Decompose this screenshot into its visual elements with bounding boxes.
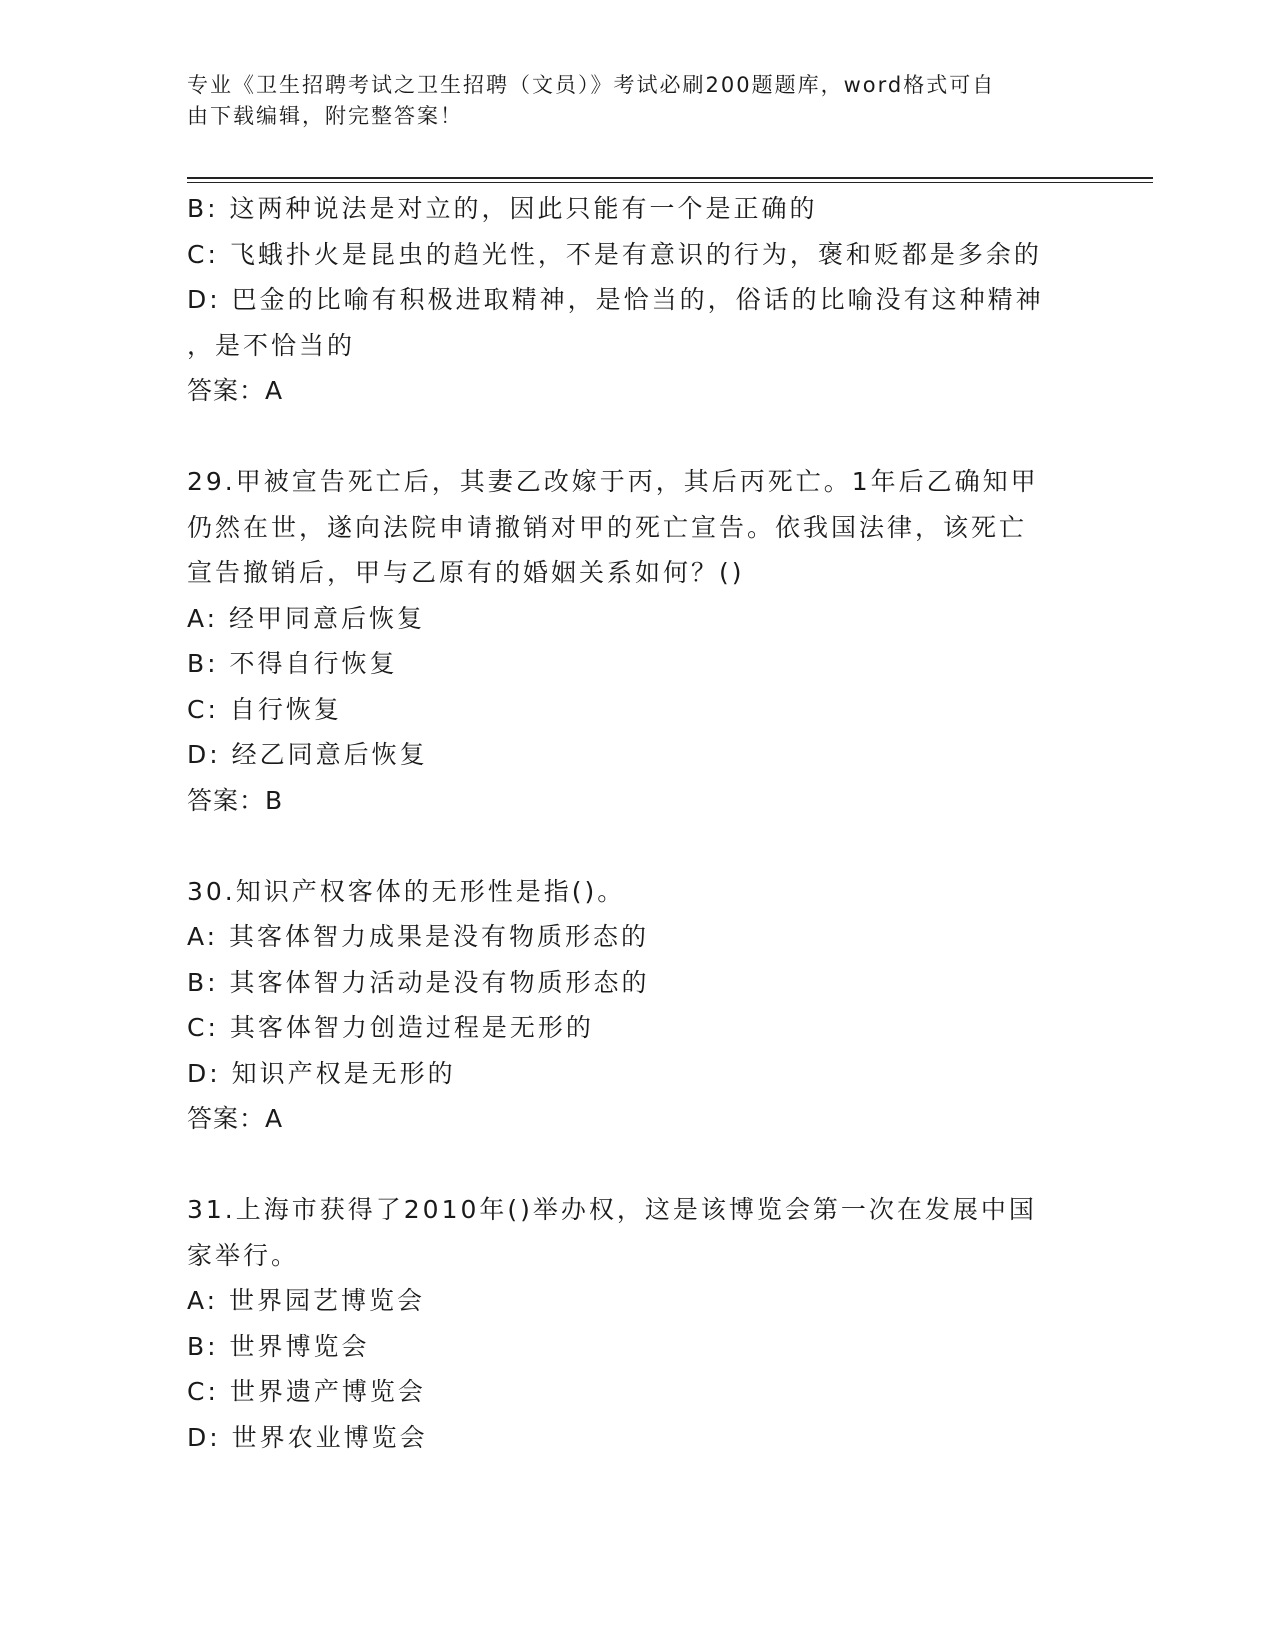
question-list: [187, 186, 1087, 1460]
option-c: C: 其客体智力创造过程是无形的: [187, 1013, 594, 1042]
option-b: B: 世界博览会: [187, 1331, 370, 1361]
option-b: B: 这两种说法是对立的，因此只能有一个是正确的: [187, 194, 818, 223]
question-stem-line: 宣告撤销后，甲与乙原有的婚姻关系如何？(): [187, 558, 745, 587]
answer: 答案：B: [187, 785, 284, 815]
option-c: C: 世界遗产博览会: [187, 1377, 426, 1406]
question-stem-line: 31.上海市获得了2010年()举办权，这是该博览会第一次在发展中国: [187, 1195, 1037, 1224]
option-d: D: 巴金的比喻有积极进取精神，是恰当的，俗话的比喻没有这种精神: [187, 285, 1044, 314]
option-d: D: 经乙同意后恢复: [187, 740, 428, 769]
header-divider-thick: [187, 177, 1153, 179]
option-a: A: 经甲同意后恢复: [187, 603, 426, 633]
question-31: [187, 1187, 1087, 1460]
option-a: A: 其客体智力成果是没有物质形态的: [187, 922, 650, 951]
option-b: B: 不得自行恢复: [187, 649, 398, 678]
option-d-continued: ，是不恰当的: [187, 330, 356, 360]
option-b: B: 其客体智力活动是没有物质形态的: [187, 967, 650, 997]
question-stem-line: 仍然在世，遂向法院申请撤销对甲的死亡宣告。依我国法律，该死亡: [187, 512, 1028, 542]
header-divider-thin: [187, 182, 1153, 183]
question-30: [187, 869, 1087, 1142]
option-d: D: 世界农业博览会: [187, 1422, 428, 1452]
question-28-continued: [187, 186, 1087, 414]
option-c: C: 自行恢复: [187, 694, 342, 724]
document-header: [187, 70, 1067, 132]
question-stem-line: 29.甲被宣告死亡后，其妻乙改嫁于丙，其后丙死亡。1年后乙确知甲: [187, 467, 1039, 496]
option-c: C: 飞蛾扑火是昆虫的趋光性，不是有意识的行为，褒和贬都是多余的: [187, 239, 1042, 269]
question-29: [187, 459, 1087, 823]
answer: 答案：A: [187, 376, 284, 405]
header-line-2: 由下载编辑，附完整答案！: [187, 104, 463, 128]
question-stem-line: 30.知识产权客体的无形性是指()。: [187, 876, 626, 906]
question-stem-line: 家举行。: [187, 1240, 300, 1270]
option-a: A: 世界园艺博览会: [187, 1286, 426, 1315]
option-d: D: 知识产权是无形的: [187, 1058, 456, 1088]
answer: 答案：A: [187, 1104, 284, 1133]
header-line-1: 专业《卫生招聘考试之卫生招聘（文员）》考试必刷200题题库，word格式可自: [187, 73, 996, 97]
